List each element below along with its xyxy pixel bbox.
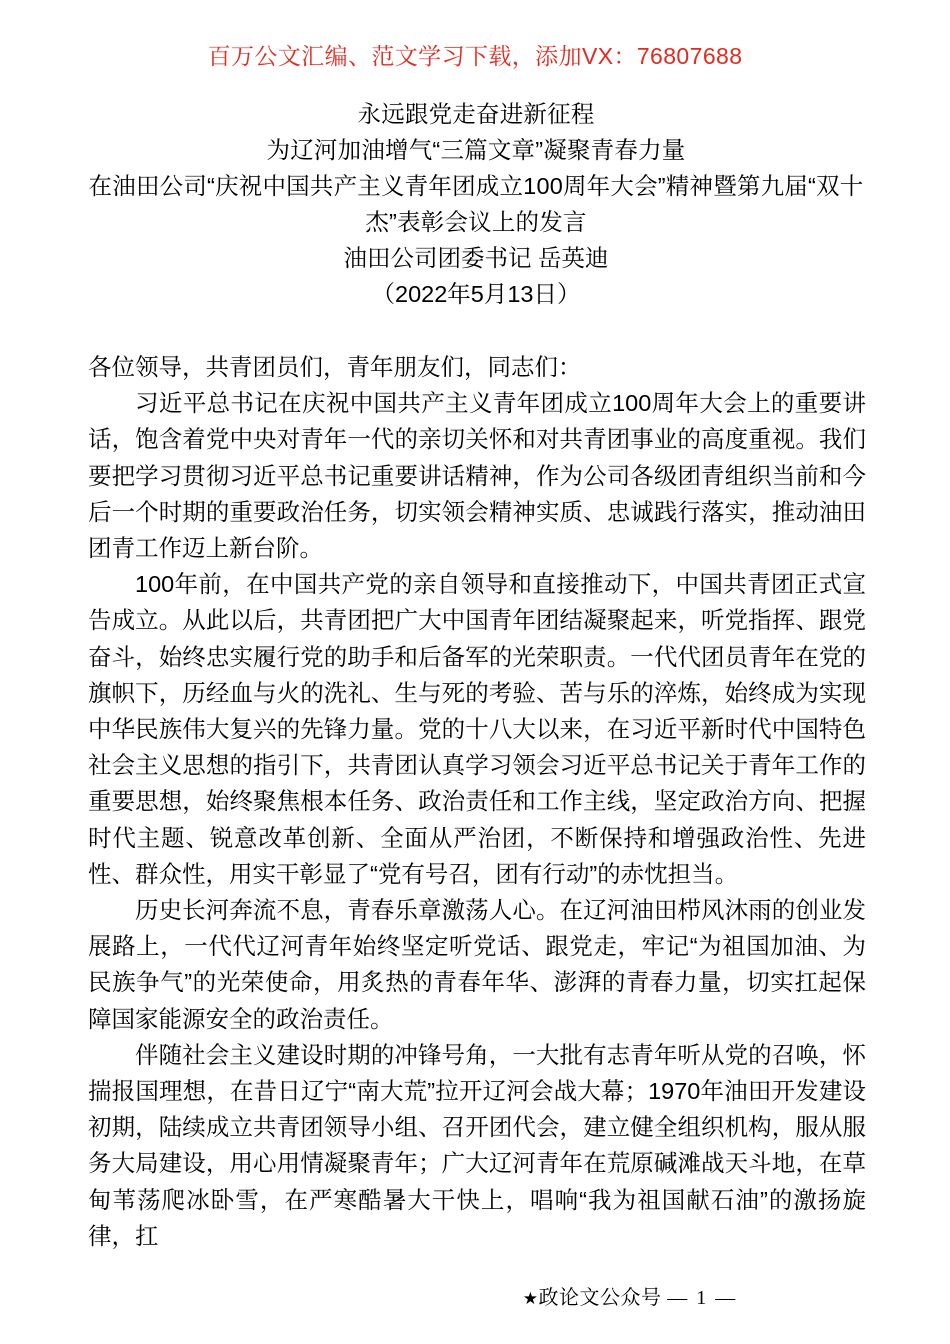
title-line-2: 为辽河加油增气“三篇文章”凝聚青春力量: [266, 137, 686, 163]
star-icon: ★: [522, 1289, 539, 1308]
page-number: — 1 —: [667, 1287, 738, 1309]
document-dateline: （2022年5月13日）: [371, 281, 581, 307]
promo-banner-text: 百万公文汇编、范文学习下载，添加VX：76807688: [207, 43, 743, 69]
title-line-1: 永远跟党走奋进新征程: [357, 101, 595, 127]
document-title-block: [88, 96, 864, 312]
document-byline: 油田公司团委书记 岳英迪: [343, 245, 609, 271]
salutation: 各位领导，共青团员们，青年朋友们，同志们：: [88, 354, 582, 380]
body-paragraph-2: 100年前，在中国共产党的亲自领导和直接推动下，中国共青团正式宣告成立。从此以后，共青团把广大中国青年团结凝聚起来，听党指挥、跟党奋斗，始终忠实履行党的助手和后备军的光荣职责。一代代团员青年在党的旗帜下，历经血与火的洗礼、生与死的考验、苦与乐的淬炼，始终成为实现中华民族伟大复兴的先锋力量。党的十八大以来，在习近平新时代中国特色社会主义思想的指引下，共青团认真学习领会习近平总书记关于青年工作的重要思想，始终聚焦根本任务、政治责任和工作主线，坚定政治方向、把握时代主题、锐意改革创新、全面从严治团，不断保持和增强政治性、先进性、群众性，用实干彰显了“党有号召，团有行动”的赤忱担当。: [88, 571, 866, 887]
body-paragraph-4: 伴随社会主义建设时期的冲锋号角，一大批有志青年听从党的召唤，怀揣报国理想，在昔日辽宁“南大荒”拉开辽河会战大幕；1970年油田开发建设初期，陆续成立共青团领导小组、召开团代会，建立健全组织机构，服从服务大局建设，用心用情凝聚青年；广大辽河青年在荒原碱滩战天斗地，在草甸苇荡爬冰卧雪，在严寒酷暑大干快上，唱响“我为祖国献石油”的激扬旋律，扛: [88, 1041, 866, 1249]
title-line-3: 在油田公司“庆祝中国共产主义青年团成立100周年大会”精神暨第九届“双十杰”表彰会议上的发言: [88, 173, 864, 235]
footer-brand-label: 政论文公众号: [538, 1287, 662, 1309]
page-footer: [0, 1283, 950, 1313]
document-body: [88, 349, 866, 1254]
body-paragraph-1: 习近平总书记在庆祝中国共产主义青年团成立100周年大会上的重要讲话，饱含着党中央对青年一代的亲切关怀和对共青团事业的高度重视。我们要把学习贯彻习近平总书记重要讲话精神，作为公司各级团青组织当前和今后一个时期的重要政治任务，切实领会精神实质、忠诚践行落实，推动油田团青工作迈上新台阶。: [88, 390, 866, 562]
footer-inner: [213, 1283, 738, 1313]
body-paragraph-3: 历史长河奔流不息，青春乐章激荡人心。在辽河油田栉风沐雨的创业发展路上，一代代辽河青年始终坚定听党话、跟党走，牢记“为祖国加油、为民族争气”的光荣使命，用炙热的青春年华、澎湃的青春力量，切实扛起保障国家能源安全的政治责任。: [88, 897, 866, 1032]
